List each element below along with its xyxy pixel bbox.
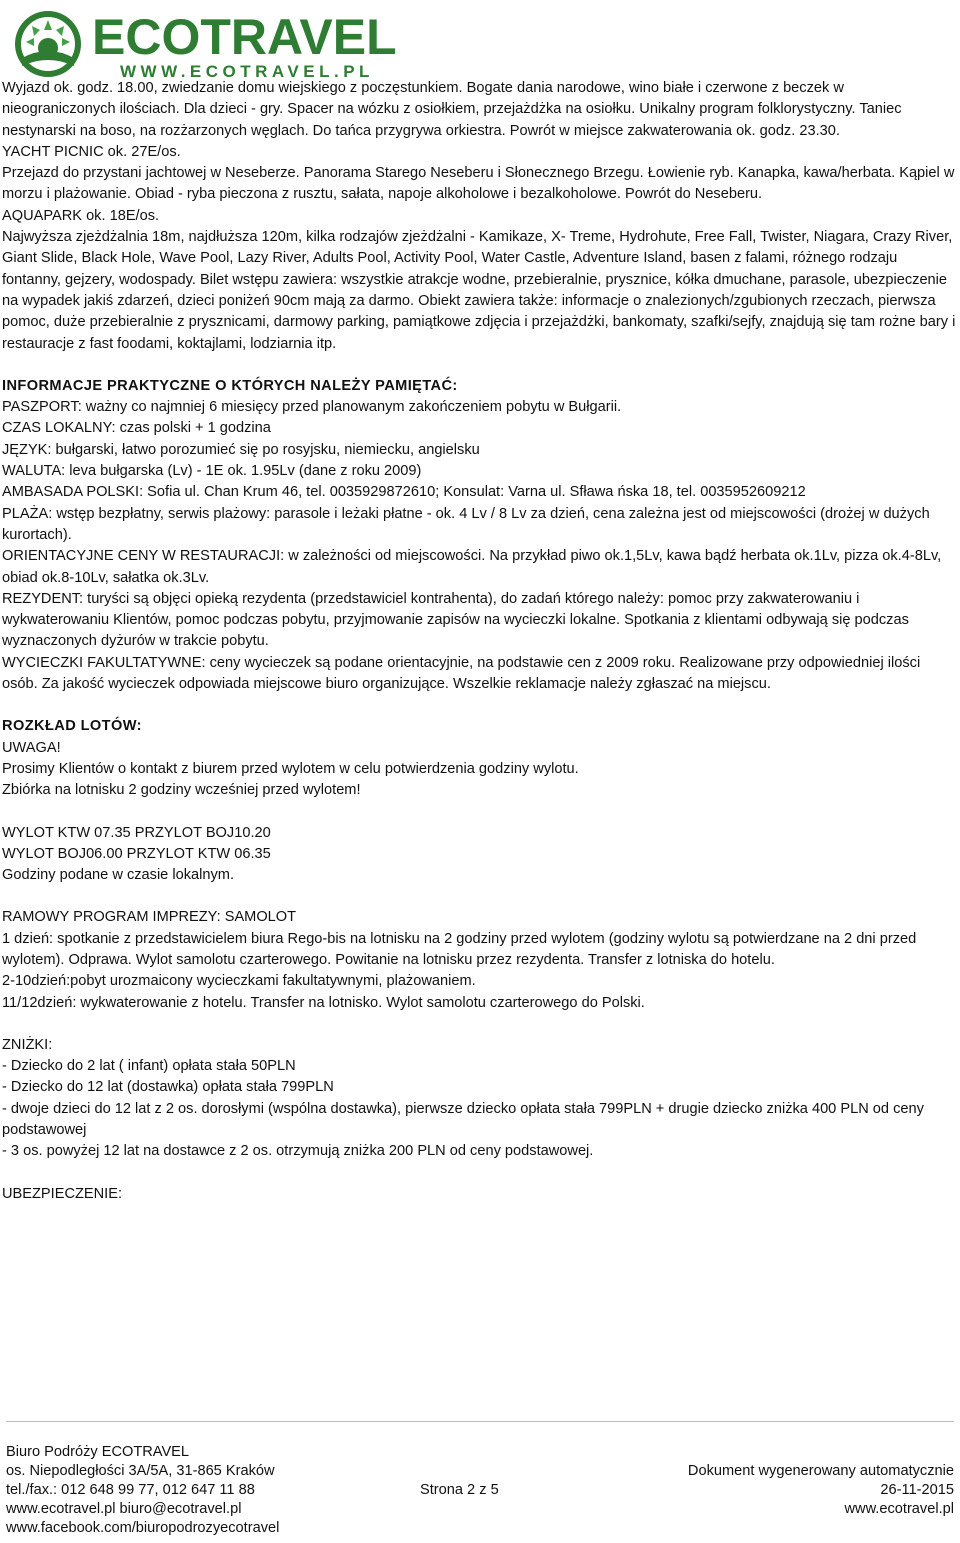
flight-schedule-line: WYLOT KTW 07.35 PRZYLOT BOJ10.20 (2, 824, 271, 841)
aquapark-title: AQUAPARK ok. 18E/os. (2, 207, 160, 224)
insurance-heading: UBEZPIECZENIE: (2, 1185, 123, 1202)
info-item: ORIENTACYJNE CENY W RESTAURACJI: w zależności od miejscowości. Na przykład piwo ok.1,5Lv, kawa bądź herbata ok.1Lv, pizza ok.4-8Lv, obiad ok.8-10Lv, sałatka ok.3Lv. (2, 548, 942, 586)
flights-notice: Prosimy Klientów o kontakt z biurem przed wylotem w celu potwierdzenia godziny wylotu. (2, 760, 579, 777)
footer-date: 26-11-2015 (880, 1482, 954, 1498)
footer-generation-info (688, 1462, 954, 1519)
info-item: CZAS LOKALNY: czas polski + 1 godzina (2, 420, 271, 437)
footer-generated-note: Dokument wygenerowany automatycznie (687, 1463, 954, 1479)
ecotravel-logo (8, 4, 478, 84)
program-item: 1 dzień: spotkanie z przedstawicielem biura Rego-bis na lotnisku na 2 godziny przed wylotem (godziny wylotu są potwierdzane na 2 dni przed wylotem). Odprawa. Wylot samolotu czarterowego. Powitanie na lotnisku przez rezydenta. Transfer z lotniska do hotelu. (2, 930, 917, 968)
footer-address: os. Niepodległości 3A/5A, 31-865 Kraków (6, 1463, 275, 1479)
excursion-folklore-text: Wyjazd ok. godz. 18.00, zwiedzanie domu wiejskiego z poczęstunkiem. Bogate dania narodowe, wino białe i czerwone z beczek w nieograniczonych ilościach. Dla dzieci - gry. Spacer na wózku z osiołkiem, przejażdżka na osiołku. Unikalny program folklorystyczny. Taniec nestynarski na boso, na rozżarzonych węglach. Do tańca przygrywa orkiestra. Powrót w miejsce zakwaterowania ok. godz. 23.30. (2, 80, 902, 139)
info-item: JĘZYK: bułgarski, łatwo porozumieć się po rosyjsku, niemiecku, angielsku (2, 441, 480, 458)
logo-url-text: WWW.ECOTRAVEL.PL (120, 62, 374, 81)
footer-page-number (420, 1481, 499, 1500)
flight-schedule-line: Godziny podane w czasie lokalnym. (2, 867, 234, 884)
discount-item: - Dziecko do 2 lat ( infant) opłata stała 50PLN (2, 1058, 296, 1075)
footer-web-email: www.ecotravel.pl biuro@ecotravel.pl (6, 1501, 242, 1517)
footer-facebook-link: www.facebook.com/biuropodrozyecotravel (6, 1520, 280, 1536)
info-item: PLAŻA: wstęp bezpłatny, serwis plażowy: parasole i leżaki płatne - ok. 4 Lv / 8 Lv za dzień, cena zależna jest od miejscowości (drożej w dużych kurortach). (2, 505, 930, 543)
flights-notice: Zbiórka na lotnisku 2 godziny wcześniej przed wylotem! (2, 782, 361, 799)
footer-site: www.ecotravel.pl (844, 1501, 954, 1517)
program-heading: RAMOWY PROGRAM IMPREZY: SAMOLOT (2, 909, 297, 926)
footer-phone: tel./fax.: 012 648 99 77, 012 647 11 88 (6, 1482, 255, 1498)
yacht-picnic-text: Przejazd do przystani jachtowej w Neseberze. Panorama Starego Neseberu i Słonecznego Brzegu. Łowienie ryb. Kanapka, kawa/herbata. Kąpiel w morzu i plażowanie. Obiad - ryba pieczona z rusztu, sałata, napoje alkoholowe i bezalkoholowe. Powrót do Neseberu. (2, 165, 955, 203)
info-item: PASZPORT: ważny co najmniej 6 miesięcy przed planowanym zakończeniem pobytu w Bułgarii. (2, 399, 622, 416)
page-footer (6, 1421, 954, 1536)
info-item: AMBASADA POLSKI: Sofia ul. Chan Krum 46, tel. 0035929872610; Konsulat: Varna ul. Sfława ńska 18, tel. 0035952609212 (2, 484, 806, 501)
practical-info-heading: INFORMACJE PRAKTYCZNE O KTÓRYCH NALEŻY PAMIĘTAĆ: (2, 377, 458, 394)
yacht-picnic-title: YACHT PICNIC ok. 27E/os. (2, 143, 181, 160)
sun-icon (15, 11, 81, 77)
footer-company-name: Biuro Podróży ECOTRAVEL (6, 1444, 190, 1460)
program-item: 2-10dzień:pobyt urozmaicony wycieczkami fakultatywnymi, plażowaniem. (2, 973, 476, 990)
page-number-label: Strona 2 z 5 (420, 1482, 499, 1498)
footer-company-info (6, 1443, 279, 1538)
flights-notice: UWAGA! (2, 739, 61, 756)
logo-brand-text: ECOTRAVEL (92, 9, 397, 65)
discount-item: - 3 os. powyżej 12 lat na dostawce z 2 os. otrzymują zniżka 200 PLN od ceny podstawowej. (2, 1143, 594, 1160)
discount-item: - dwoje dzieci do 12 lat z 2 os. dorosłymi (wspólna dostawka), pierwsze dziecko opłata stała 799PLN + drugie dziecko zniżka 400 PLN od ceny podstawowej (2, 1100, 924, 1139)
logo-graphic (8, 4, 478, 84)
info-item: REZYDENT: turyści są objęci opieką rezydenta (przedstawiciel kontrahenta), do zadań którego należy: pomoc przy zakwaterowaniu i wykwaterowaniu Klientów, pomoc podczas pobytu, przyjmowanie zapisów na wycieczki lokalne. Spotkania z klientami odbywają się podczas wyznaczonych dyżurów w trakcie pobytu. (2, 590, 909, 650)
discounts-heading: ZNIŻKI: (2, 1036, 53, 1053)
flights-heading: ROZKŁAD LOTÓW: (2, 718, 142, 735)
discount-item: - Dziecko do 12 lat (dostawka) opłata stała 799PLN (2, 1079, 334, 1096)
flight-schedule-line: WYLOT BOJ06.00 PRZYLOT KTW 06.35 (2, 845, 271, 862)
document-body (2, 78, 956, 1205)
info-item: WALUTA: leva bułgarska (Lv) - 1E ok. 1.95Lv (dane z roku 2009) (2, 463, 422, 480)
program-item: 11/12dzień: wykwaterowanie z hotelu. Transfer na lotnisko. Wylot samolotu czarterowego do Polski. (2, 994, 645, 1011)
info-item: WYCIECZKI FAKULTATYWNE: ceny wycieczek są podane orientacyjnie, na podstawie cen z 2009 roku. Realizowane przy odpowiedniej ilości osób. Za jakość wycieczek odpowiada miejscowe biuro organizujące. Wszelkie reklamacje należy zgłaszać na miejscu. (2, 654, 921, 693)
aquapark-text: Najwyższa zjeżdżalnia 18m, najdłuższa 120m, kilka rodzajów zjeżdżalni - Kamikaze, X- Treme, Hydrohute, Free Fall, Twister, Niagara, Crazy River, Giant Slide, Black Hole, Wave Pool, Lazy River, Adults Pool, Activity Pool, Water Castle, Adventure Island, basen z falami, różnego rodzaju fontanny, gejzery, wodospady. Bilet wstępu zawiera: wszystkie atrakcje wodne, przebieralnie, prysznice, kółka dmuchane, parasole, ubezpieczenie na wypadek jakiś zdarzeń, dzieci poniżeń 90cm mają za darmo. Obiekt zawiera także: informacje o znalezionych/zgubionych rzeczach, pierwsza pomoc, duże przebieralnie z prysznicami, darmowy parking, pamiątkowe zdjęcia i przejażdżki, bankomaty, szafki/sejfy, znajdują się tam rożne bary i restauracje z fast foodami, koktajlami, lodziarnia itp. (2, 229, 956, 352)
